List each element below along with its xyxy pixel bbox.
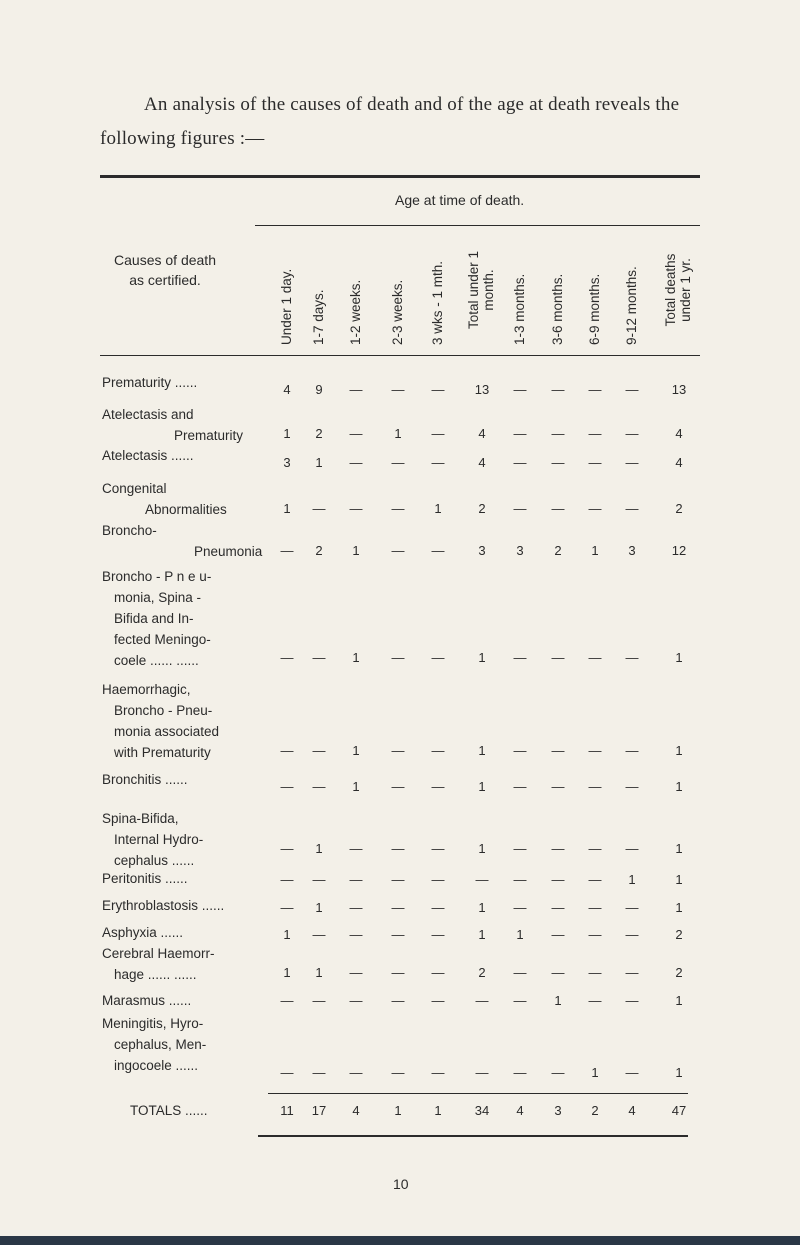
cause-line: Broncho - P n e u- <box>102 569 212 584</box>
table-cell: — <box>391 382 405 397</box>
cause-label <box>102 922 183 943</box>
column-header: 1-2 weeks. <box>348 279 363 345</box>
table-cell: — <box>312 1065 326 1080</box>
table-cell: 4 <box>675 426 683 441</box>
cause-line: Cerebral Haemorr- <box>102 946 215 961</box>
table-cell: 2 <box>478 965 486 980</box>
age-group-rule <box>255 225 700 226</box>
cause-line: fected Meningo- <box>114 632 211 647</box>
cause-line: Haemorrhagic, <box>102 682 191 697</box>
table-cell: — <box>625 501 639 516</box>
table-cell: — <box>431 382 445 397</box>
table-cell: 3 <box>628 543 636 558</box>
table-cell: — <box>588 650 602 665</box>
column-header: Total deaths under 1 yr. <box>663 253 693 327</box>
column-header: Total under 1 month. <box>466 250 496 330</box>
cause-label <box>102 895 224 916</box>
table-cell: 2 <box>315 426 323 441</box>
table-cell: — <box>625 965 639 980</box>
cause-line: Broncho - Pneu- <box>114 703 213 718</box>
table-cell: 1 <box>352 779 360 794</box>
table-cell: 1 <box>675 650 683 665</box>
cause-label <box>102 478 227 520</box>
table-cell: 9 <box>315 382 323 397</box>
table-cell: 12 <box>671 543 687 558</box>
table-cell: 3 <box>478 543 486 558</box>
table-cell: — <box>431 965 445 980</box>
cause-label <box>102 769 188 790</box>
table-cell: — <box>349 1065 363 1080</box>
table-cell: — <box>625 382 639 397</box>
table-cell: — <box>349 927 363 942</box>
table-cell: — <box>588 426 602 441</box>
table-cell: — <box>312 650 326 665</box>
table-cell: 1 <box>478 743 486 758</box>
table-cell: — <box>349 872 363 887</box>
table-cell: — <box>625 743 639 758</box>
cause-line: Atelectasis ...... <box>102 448 194 463</box>
table-cell: — <box>625 841 639 856</box>
table-cell: — <box>588 872 602 887</box>
table-cell: 1 <box>315 965 323 980</box>
column-header: 6-9 months. <box>587 273 602 345</box>
table-cell: — <box>625 1065 639 1080</box>
column-header: 2-3 weeks. <box>390 279 405 345</box>
table-cell: — <box>431 743 445 758</box>
table-cell: 2 <box>675 927 683 942</box>
table-cell: — <box>391 779 405 794</box>
table-cell: — <box>349 900 363 915</box>
table-cell: — <box>349 426 363 441</box>
table-cell: — <box>391 927 405 942</box>
table-cell: — <box>625 927 639 942</box>
table-cell: — <box>431 841 445 856</box>
table-cell: — <box>475 993 489 1008</box>
table-cell: — <box>551 872 565 887</box>
cause-line: Marasmus ...... <box>102 993 192 1008</box>
table-cell: 1 <box>478 900 486 915</box>
causes-heading: Causes of death as certified. <box>114 252 216 288</box>
table-cell: 1 <box>516 927 524 942</box>
cause-line: Meningitis, Hyro- <box>102 1016 204 1031</box>
cause-line: Spina-Bifida, <box>102 811 179 826</box>
table-cell: 1 <box>394 426 402 441</box>
table-cell: — <box>312 993 326 1008</box>
table-cell: — <box>588 965 602 980</box>
table-cell: — <box>551 927 565 942</box>
table-cell: — <box>431 543 445 558</box>
table-cell: 3 <box>283 455 291 470</box>
table-cell: — <box>391 501 405 516</box>
table-cell: — <box>431 927 445 942</box>
table-cell: — <box>625 455 639 470</box>
cause-line: Prematurity <box>174 428 244 443</box>
cause-label <box>102 445 194 466</box>
cause-label <box>102 943 215 985</box>
table-cell: — <box>391 993 405 1008</box>
table-cell: — <box>312 501 326 516</box>
table-cell: — <box>391 965 405 980</box>
cause-line: with Prematurity <box>114 745 211 760</box>
table-cell: — <box>280 841 294 856</box>
table-cell: 1 <box>352 650 360 665</box>
table-cell: — <box>280 650 294 665</box>
column-header: 3 wks - 1 mth. <box>430 260 445 345</box>
table-top-rule <box>100 175 700 178</box>
totals-cell: 17 <box>311 1103 327 1118</box>
table-cell: — <box>588 841 602 856</box>
table-cell: — <box>551 1065 565 1080</box>
table-cell: 13 <box>671 382 687 397</box>
table-cell: 3 <box>516 543 524 558</box>
table-cell: — <box>349 382 363 397</box>
table-cell: — <box>588 927 602 942</box>
table-cell: 1 <box>315 841 323 856</box>
table-cell: — <box>513 900 527 915</box>
table-cell: — <box>431 455 445 470</box>
cause-line: Atelectasis and <box>102 407 194 422</box>
table-cell: — <box>551 650 565 665</box>
table-cell: — <box>513 743 527 758</box>
table-cell: — <box>280 743 294 758</box>
table-cell: 4 <box>283 382 291 397</box>
table-cell: — <box>280 779 294 794</box>
table-cell: — <box>391 743 405 758</box>
table-cell: — <box>349 993 363 1008</box>
table-cell: — <box>513 426 527 441</box>
table-cell: — <box>431 872 445 887</box>
table-cell: — <box>551 743 565 758</box>
table-cell: — <box>349 965 363 980</box>
table-cell: — <box>588 779 602 794</box>
cause-label <box>102 990 191 1011</box>
table-cell: — <box>551 900 565 915</box>
table-cell: — <box>551 382 565 397</box>
cause-line: Pneumonia <box>194 544 263 559</box>
table-cell: — <box>625 900 639 915</box>
table-cell: — <box>349 455 363 470</box>
column-header: 1-3 months. <box>512 273 527 345</box>
table-cell: 1 <box>315 900 323 915</box>
column-header: 9-12 months. <box>624 266 639 345</box>
table-cell: — <box>551 965 565 980</box>
table-cell: 4 <box>478 455 486 470</box>
table-cell: — <box>513 965 527 980</box>
totals-cell: 4 <box>516 1103 524 1118</box>
column-header: 3-6 months. <box>550 273 565 345</box>
intro-paragraph: An analysis of the causes of death and of the age at death reveals the following figures :— <box>100 94 680 149</box>
totals-cell: 2 <box>591 1103 599 1118</box>
cause-line: Erythroblastosis ...... <box>102 898 225 913</box>
cause-line: monia associated <box>114 724 220 739</box>
table-cell: — <box>391 841 405 856</box>
totals-cell: 47 <box>671 1103 687 1118</box>
table-cell: — <box>513 501 527 516</box>
table-cell: — <box>431 426 445 441</box>
table-cell: — <box>280 543 294 558</box>
table-cell: 2 <box>675 965 683 980</box>
table-cell: 1 <box>478 779 486 794</box>
header-bottom-rule <box>100 355 700 356</box>
table-cell: — <box>513 382 527 397</box>
table-cell: — <box>513 779 527 794</box>
table-cell: — <box>391 1065 405 1080</box>
table-cell: — <box>513 455 527 470</box>
table-cell: — <box>280 1065 294 1080</box>
bottom-scan-band <box>0 1236 800 1245</box>
cause-line: hage ...... ...... <box>114 967 197 982</box>
table-cell: 1 <box>628 872 636 887</box>
table-cell: — <box>349 501 363 516</box>
totals-cell: 4 <box>352 1103 360 1118</box>
table-cell: 1 <box>675 743 683 758</box>
cause-line: Prematurity ...... <box>102 375 198 390</box>
table-cell: — <box>349 841 363 856</box>
table-cell: 1 <box>315 455 323 470</box>
table-cell: 4 <box>478 426 486 441</box>
cause-label <box>102 679 219 763</box>
table-cell: 13 <box>474 382 490 397</box>
table-cell: 2 <box>675 501 683 516</box>
table-cell: 4 <box>675 455 683 470</box>
cause-label <box>102 1013 206 1076</box>
cause-label <box>102 868 188 889</box>
totals-cell: 1 <box>394 1103 402 1118</box>
table-cell: — <box>551 501 565 516</box>
cause-line: Abnormalities <box>145 502 227 517</box>
table-cell: 1 <box>478 841 486 856</box>
table-cell: 1 <box>675 1065 683 1080</box>
table-cell: — <box>391 455 405 470</box>
table-cell: 1 <box>675 779 683 794</box>
cause-line: Broncho- <box>102 523 157 538</box>
totals-cell: 11 <box>280 1103 294 1118</box>
table-cell: — <box>280 993 294 1008</box>
table-cell: — <box>391 872 405 887</box>
table-cell: — <box>391 543 405 558</box>
table-cell: 1 <box>283 927 291 942</box>
table-cell: 2 <box>554 543 562 558</box>
totals-cell: 4 <box>628 1103 636 1118</box>
table-cell: — <box>513 993 527 1008</box>
totals-cell: 1 <box>434 1103 442 1118</box>
table-cell: — <box>588 900 602 915</box>
table-cell: — <box>625 650 639 665</box>
table-cell: 1 <box>352 743 360 758</box>
table-cell: — <box>431 993 445 1008</box>
table-cell: — <box>391 650 405 665</box>
table-cell: 1 <box>283 965 291 980</box>
table-cell: 1 <box>478 927 486 942</box>
table-cell: 1 <box>591 543 599 558</box>
table-cell: — <box>588 501 602 516</box>
table-cell: 1 <box>675 841 683 856</box>
page-number: 10 <box>393 1176 409 1192</box>
cause-line: monia, Spina - <box>114 590 202 605</box>
table-cell: — <box>312 779 326 794</box>
cause-line: Internal Hydro- <box>114 832 204 847</box>
cause-line: coele ...... ...... <box>114 653 199 668</box>
table-cell: 1 <box>675 900 683 915</box>
table-cell: 1 <box>478 650 486 665</box>
table-cell: — <box>431 779 445 794</box>
cause-label <box>102 404 243 446</box>
cause-line: Peritonitis ...... <box>102 871 188 886</box>
table-cell: — <box>391 900 405 915</box>
cause-line: Congenital <box>102 481 167 496</box>
cause-line: cephalus ...... <box>114 853 195 868</box>
table-cell: — <box>475 1065 489 1080</box>
table-cell: — <box>588 382 602 397</box>
cause-label <box>102 566 211 671</box>
table-cell: 1 <box>352 543 360 558</box>
table-cell: — <box>551 779 565 794</box>
table-cell: — <box>475 872 489 887</box>
column-header: 1-7 days. <box>311 289 326 345</box>
table-cell: — <box>312 743 326 758</box>
table-cell: — <box>551 455 565 470</box>
table-cell: — <box>431 1065 445 1080</box>
table-cell: — <box>280 872 294 887</box>
table-cell: — <box>513 872 527 887</box>
table-cell: 1 <box>554 993 562 1008</box>
table-cell: — <box>513 650 527 665</box>
table-cell: — <box>625 426 639 441</box>
cause-line: Asphyxia ...... <box>102 925 184 940</box>
table-cell: — <box>280 900 294 915</box>
table-cell: — <box>625 779 639 794</box>
table-cell: 1 <box>675 872 683 887</box>
table-cell: 2 <box>315 543 323 558</box>
table-cell: — <box>513 1065 527 1080</box>
cause-line: cephalus, Men- <box>114 1037 207 1052</box>
table-cell: — <box>588 455 602 470</box>
table-cell: — <box>312 872 326 887</box>
table-cell: 2 <box>478 501 486 516</box>
table-cell: 1 <box>283 501 291 516</box>
age-group-heading: Age at time of death. <box>395 192 525 208</box>
column-header: Under 1 day. <box>279 268 294 345</box>
table-cell: — <box>588 993 602 1008</box>
cause-label <box>102 520 262 562</box>
table-cell: — <box>513 841 527 856</box>
cause-line: ingocoele ...... <box>114 1058 199 1073</box>
table-cell: — <box>431 650 445 665</box>
totals-cell: 34 <box>474 1103 490 1118</box>
totals-cell: 3 <box>554 1103 562 1118</box>
cause-line: Bronchitis ...... <box>102 772 188 787</box>
cause-label <box>102 808 203 871</box>
table-cell: — <box>625 993 639 1008</box>
table-cell: 1 <box>283 426 291 441</box>
table-cell: — <box>551 426 565 441</box>
cause-line: Bifida and In- <box>114 611 194 626</box>
totals-label: TOTALS ...... <box>130 1103 208 1118</box>
table-cell: — <box>588 743 602 758</box>
totals-bottom-rule <box>258 1135 688 1137</box>
table-cell: 1 <box>591 1065 599 1080</box>
totals-top-rule <box>268 1093 688 1094</box>
cause-label <box>102 372 197 393</box>
table-cell: — <box>431 900 445 915</box>
table-cell: — <box>551 841 565 856</box>
table-cell: 1 <box>675 993 683 1008</box>
table-cell: — <box>312 927 326 942</box>
table-cell: 1 <box>434 501 442 516</box>
